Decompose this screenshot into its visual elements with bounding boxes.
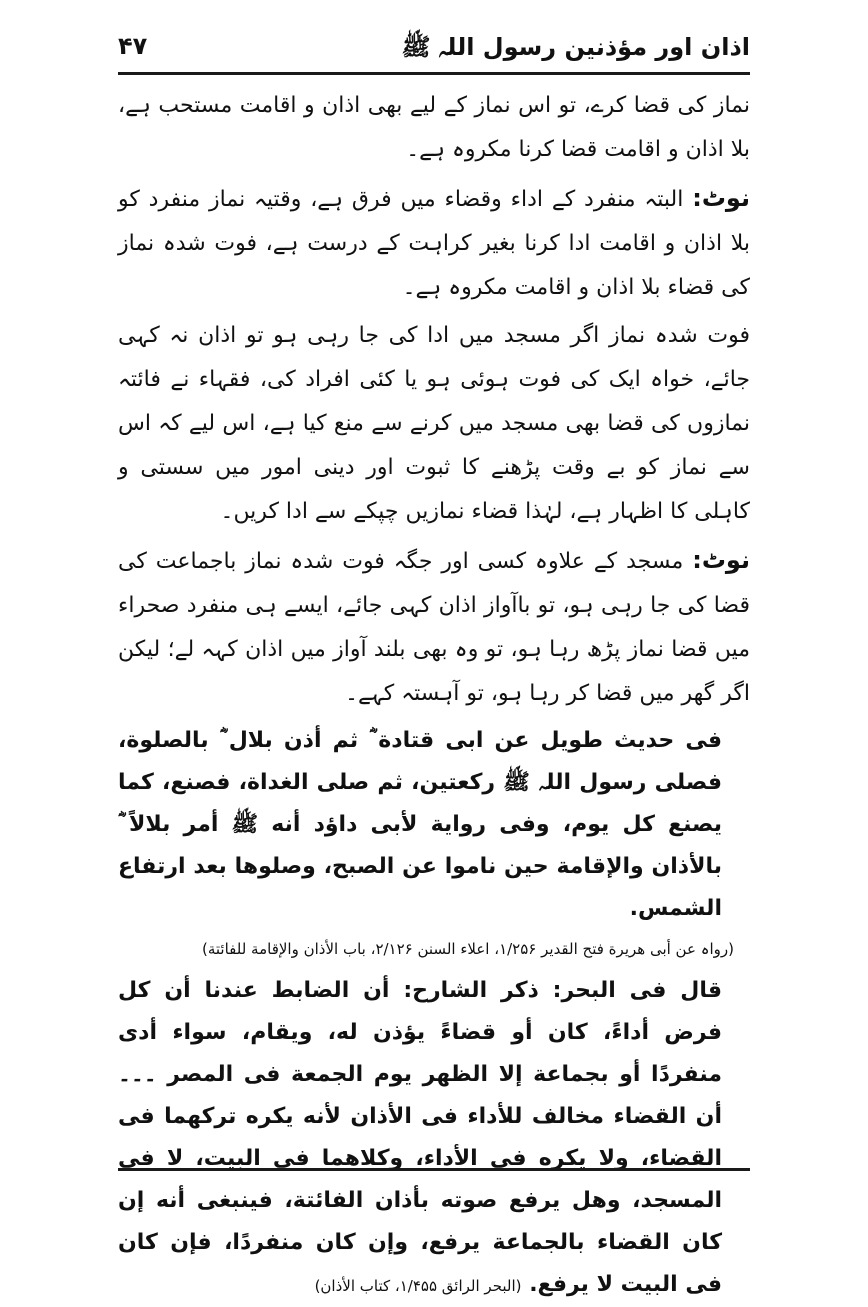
paragraph-3-text: فوت شدہ نماز اگر مسجد میں ادا کی جا رہی ہو تو اذان نہ کہی جائے، خواہ ایک کی فوت ہوئی ہو یا کئی افراد کی، فقہاء نے فائتہ نمازوں کی قضا بھی مسجد میں کرنے سے منع کیا ہے، اس لیے کہ اس سے نماز کو بے وقت پڑھنے کا ثبوت اور دینی امور میں سستی و کاہلی کا اظہار ہے، لہٰذا قضاء نمازیں چپکے سے ادا کریں۔ <box>118 323 750 524</box>
note-label: نوٹ: <box>692 184 750 212</box>
page-number: ۴۷ <box>118 32 148 60</box>
note-label: نوٹ: <box>692 546 750 574</box>
paragraph-1-text: نماز کی قضا کرے، تو اس نماز کے لیے بھی اذان و اقامت مستحب ہے، بلا اذان و اقامت قضا کرنا مکروہ ہے۔ <box>118 93 750 162</box>
hadith-reference: (رواہ عن أبی ھریرة فتح القدیر ۱/۲۵۶، اعلاء السنن ۲/۱۲۶، باب الأذان والإقامة للفائتة) <box>202 940 734 958</box>
paragraph-4-text: مسجد کے علاوہ کسی اور جگہ فوت شدہ نماز باجماعت کی قضا کی جا رہی ہو، تو باآواز اذان کہی جائے، ایسے ہی منفرد صحراء میں قضا نماز پڑھ رہا ہو، تو وہ بھی بلند آواز میں اذان کہہ لے؛ لیکن اگر گھر میں قضا کر رہا ہو، تو آہستہ کہے۔ <box>118 549 750 706</box>
footer-rule <box>118 1168 750 1171</box>
paragraph-1 <box>118 84 750 172</box>
paragraph-2-text: البتہ منفرد کے اداء وقضاء میں فرق ہے، وقتیہ نماز منفرد کو بلا اذان و اقامت ادا کرنا بغیر کراہت کے درست ہے، فوت شدہ نماز کی قضاء بلا اذان و اقامت مکروہ ہے۔ <box>118 187 750 300</box>
paragraph-2-note <box>118 176 750 310</box>
hadith-text: فی حدیث طویل عن ابی قتادة ؓ ثم أذن بلال ؓ بالصلوة، فصلی رسول اللہ ﷺ رکعتین، ثم صلی الغداة، فصنع، کما یصنع کل یوم، وفی روایة لأبی داؤد أنه ﷺ أمر بلالاً ؓ بالأذان والإقامة حین ناموا عن الصبح، وصلوها بعد ارتفاع الشمس. <box>118 728 722 921</box>
quote-block <box>118 970 750 1307</box>
quote-text: قال فی البحر: ذکر الشارح: أن الضابط عندنا أن کل فرض أداءً، کان أو قضاءً یؤذن له، ویقام، سواء أدی منفردًا أو بجماعة إلا الظهر یوم الجمعة فی المصر ۔۔۔ أن القضاء مخالف للأداء فی الأذان لأنه یکره ترکهما فی القضاء، ولا یکره فی الأداء، وکلاهما فی البیت، لا فی المسجد، وهل یرفع صوته بأذان الفائتة، فینبغی أنه إن کان القضاء بالجماعة یرفع، وإن کان منفردًا، فإن کان فی البیت لا یرفع. <box>118 978 722 1297</box>
quote-reference: (البحر الرائق ۱/۴۵۵، کتاب الأذان) <box>314 1277 522 1295</box>
paragraph-3 <box>118 314 750 534</box>
page-body <box>118 84 750 1307</box>
paragraph-4-note <box>118 538 750 716</box>
running-title: اذان اور مؤذنین رسول اللہ ﷺ <box>401 33 750 61</box>
page-header <box>118 28 750 75</box>
